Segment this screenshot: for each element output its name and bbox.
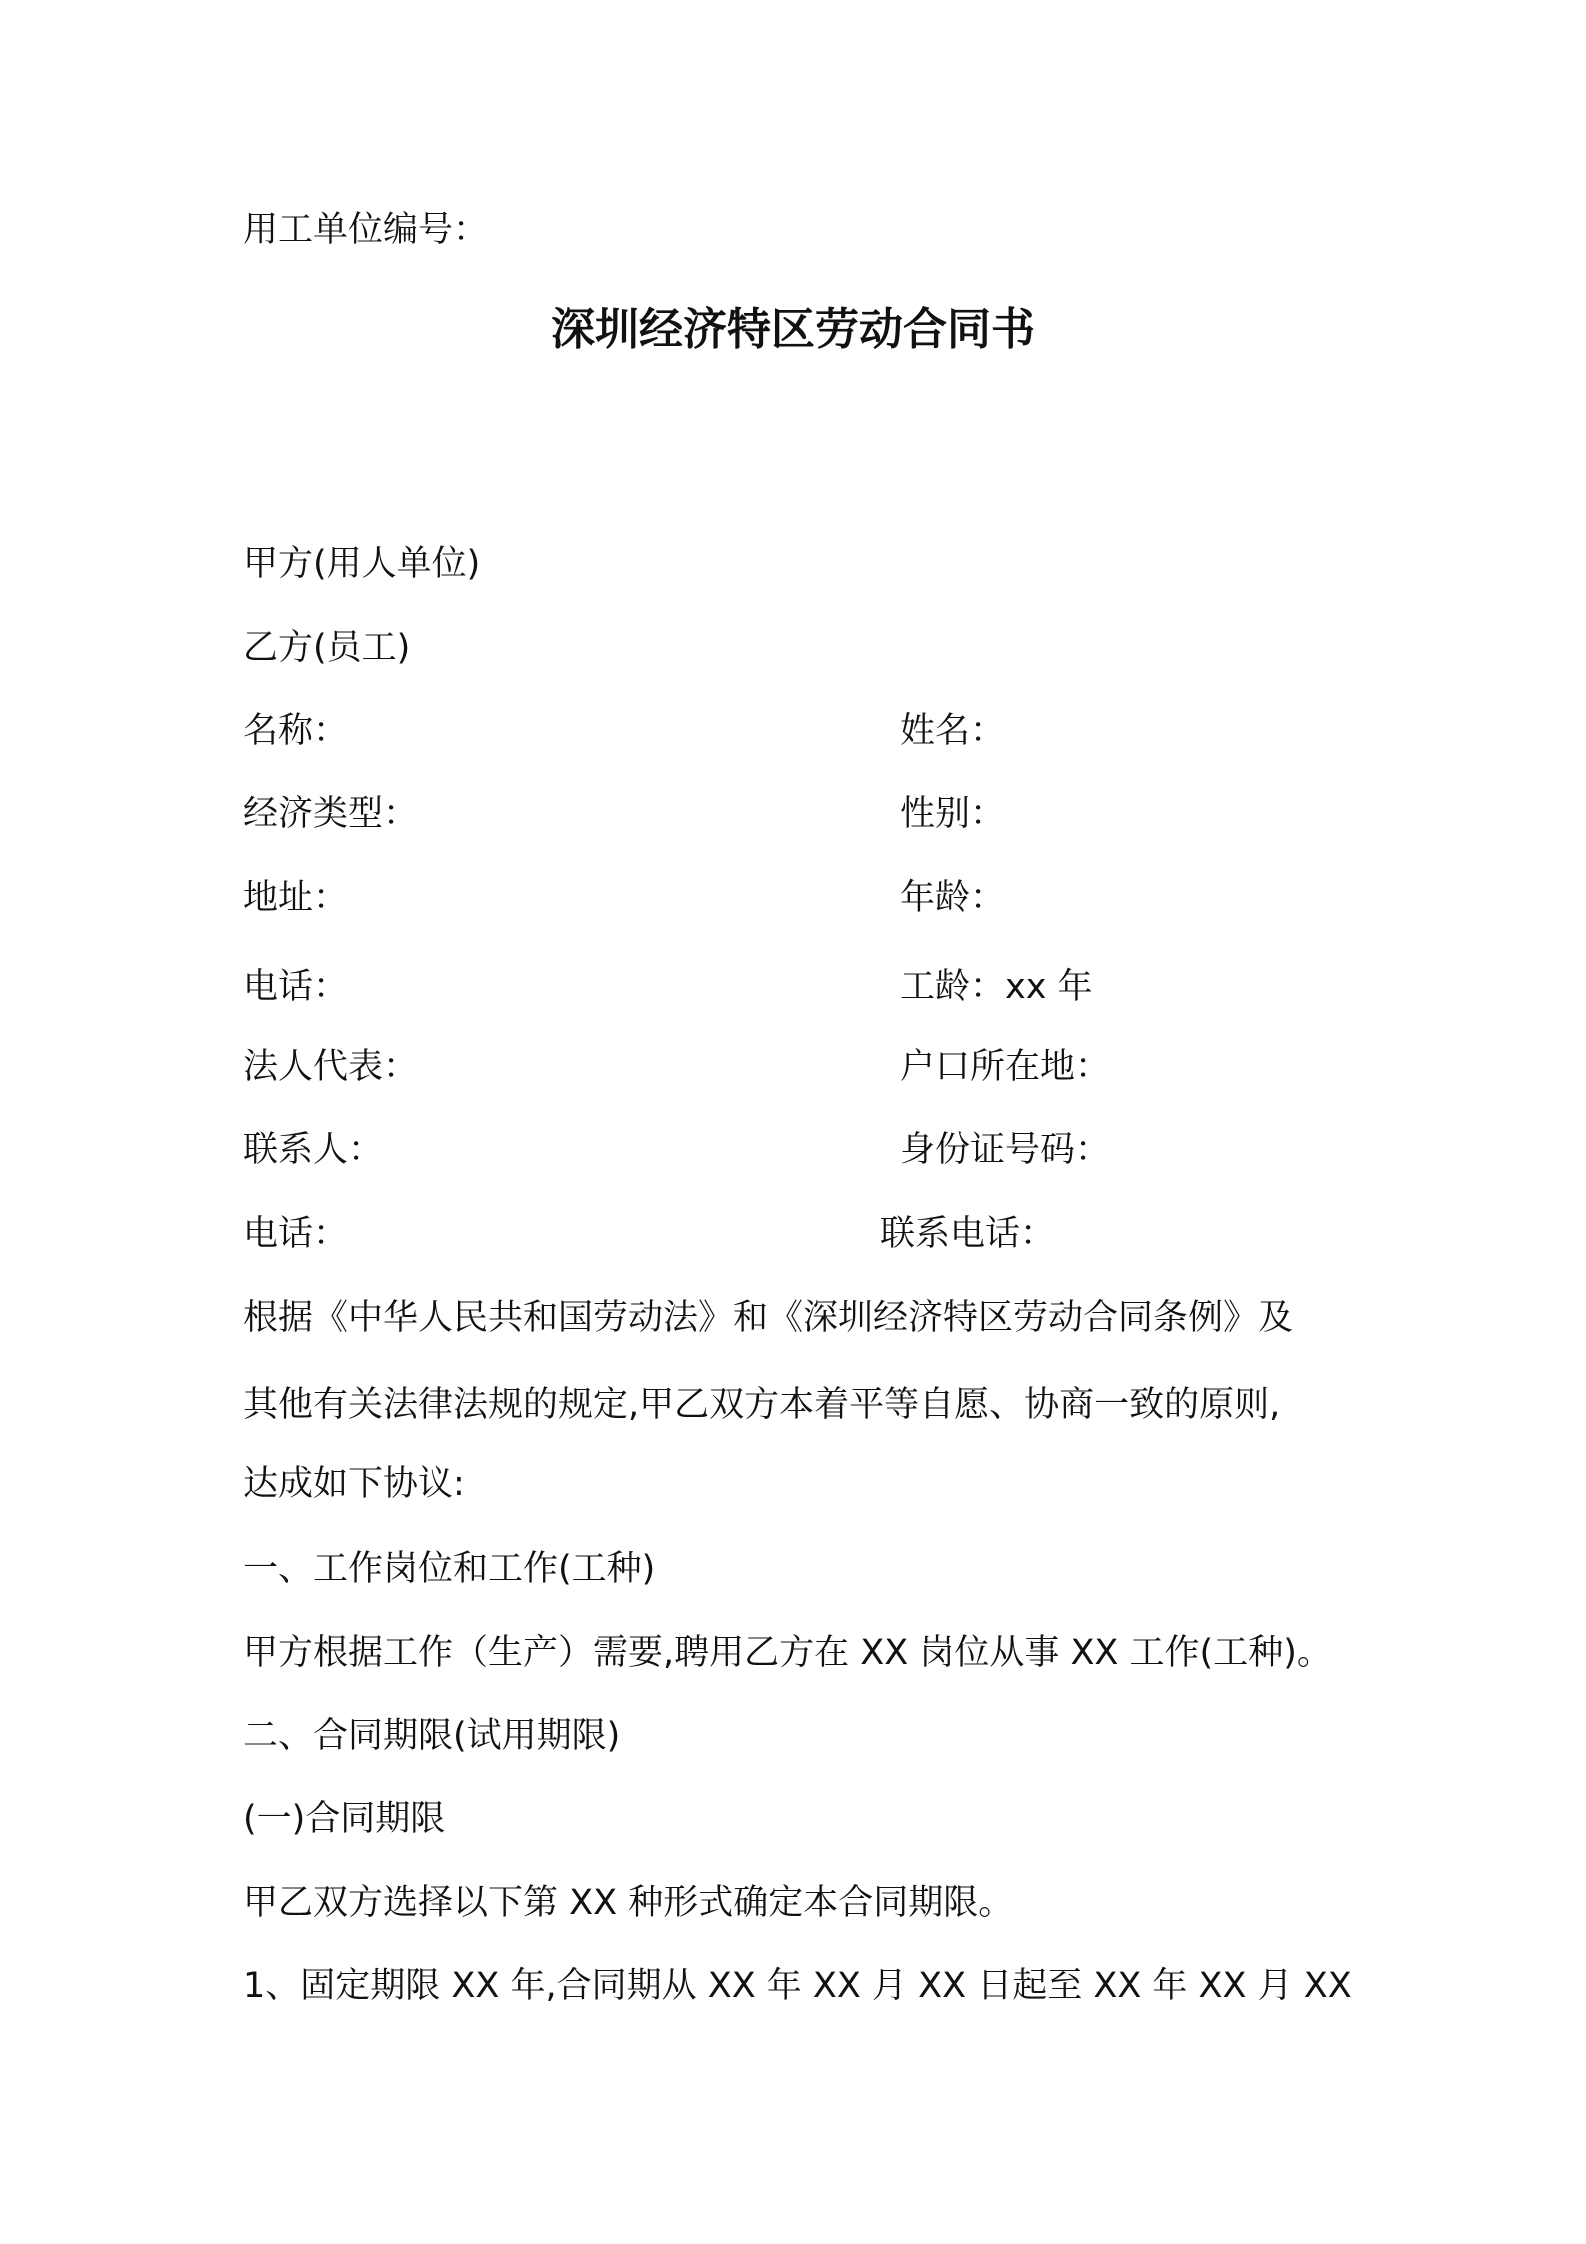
field-household-registration: 户口所在地： <box>900 1047 1111 1087</box>
field-economic-type: 经济类型： <box>243 794 419 834</box>
preamble-line-2: 其他有关法律法规的规定,甲乙双方本着平等自愿、协商一致的原则, <box>243 1385 1281 1425</box>
page-title: 深圳经济特区劳动合同书 <box>551 304 1035 355</box>
section-2-text: 甲乙双方选择以下第 XX 种形式确定本合同期限。 <box>243 1883 1014 1923</box>
field-contact-phone: 电话： <box>243 1214 349 1254</box>
party-b-label: 乙方(员工) <box>243 628 411 668</box>
preamble-line-1: 根据《中华人民共和国劳动法》和《深圳经济特区劳动合同条例》及 <box>243 1298 1294 1338</box>
preamble-line-3: 达成如下协议: <box>243 1464 465 1504</box>
field-gender: 性别： <box>900 794 1006 834</box>
section-2-subheading: (一)合同期限 <box>243 1799 446 1839</box>
section-1-text: 甲方根据工作（生产）需要,聘用乙方在 XX 岗位从事 XX 工作(工种)。 <box>243 1633 1332 1673</box>
section-2-item-1: 1、固定期限 XX 年,合同期从 XX 年 XX 月 XX 日起至 XX 年 XX 月 XX <box>243 1966 1352 2006</box>
section-1-heading: 一、工作岗位和工作(工种) <box>243 1549 656 1589</box>
party-a-label: 甲方(用人单位) <box>243 544 481 584</box>
field-employee-phone: 联系电话： <box>880 1214 1056 1254</box>
field-employee-name: 姓名： <box>900 711 1006 751</box>
field-legal-representative: 法人代表： <box>243 1047 419 1087</box>
field-address: 地址： <box>243 878 349 918</box>
unit-number-label: 用工单位编号： <box>243 210 489 250</box>
field-contact-person: 联系人： <box>243 1130 384 1170</box>
field-work-years: 工龄：xx 年 <box>900 967 1093 1007</box>
field-id-number: 身份证号码： <box>900 1130 1111 1170</box>
field-company-phone: 电话： <box>243 967 349 1007</box>
field-age: 年龄： <box>900 878 1006 918</box>
field-company-name: 名称： <box>243 711 349 751</box>
section-2-heading: 二、合同期限(试用期限) <box>243 1716 621 1756</box>
